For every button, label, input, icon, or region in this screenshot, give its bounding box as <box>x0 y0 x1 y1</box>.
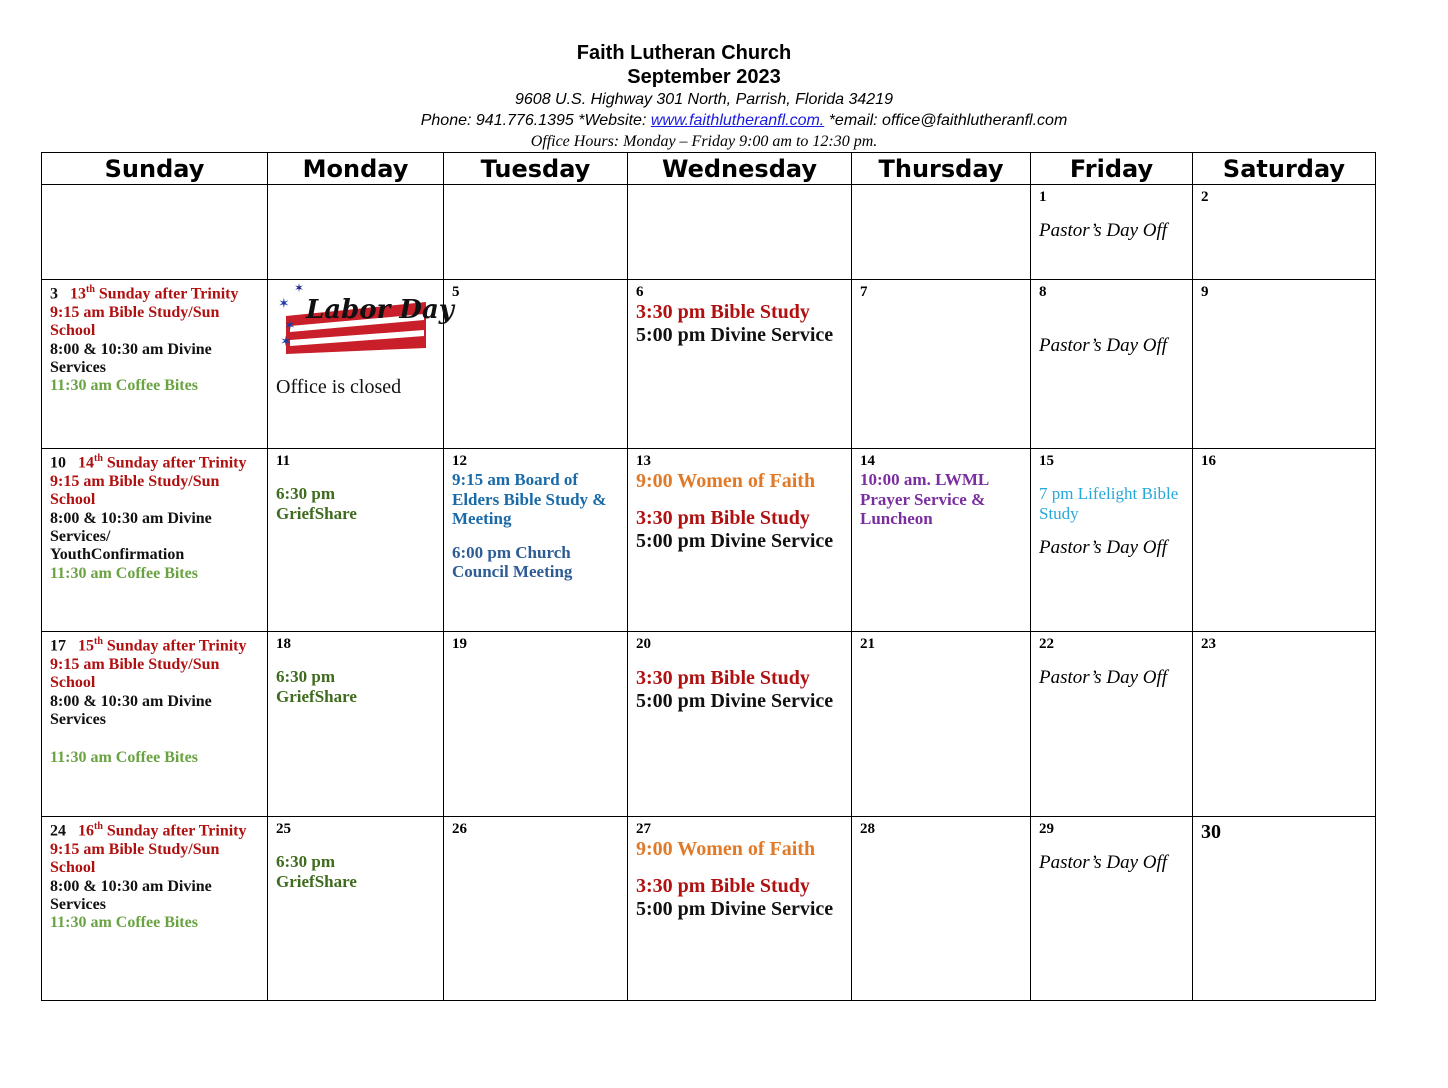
day-cell <box>628 449 852 632</box>
griefshare-time: 6:30 pm <box>276 484 336 503</box>
sunday-title: 17 15th Sunday after Trinity <box>50 636 247 655</box>
divine-services-event: 8:00 & 10:30 am Divine Services <box>50 877 212 913</box>
day-cell <box>1193 280 1376 449</box>
day-number: 11 <box>276 453 291 469</box>
bible-study-event: 3:30 pm Bible Study <box>636 507 810 529</box>
day-number: 29 <box>1039 821 1054 837</box>
labor-day-logo <box>276 281 454 358</box>
day-number: 28 <box>860 821 875 837</box>
day-cell <box>1031 817 1193 1001</box>
website-link[interactable]: www.faithlutheranfl.com. <box>650 112 825 129</box>
day-number: 16 <box>1201 453 1216 469</box>
svg-text:✶: ✶ <box>280 334 292 350</box>
day-number: 23 <box>1201 636 1216 652</box>
day-cell <box>628 632 852 817</box>
church-council-event: 6:00 pm Church Council Meeting <box>452 542 573 582</box>
sunday-title: 10 14th Sunday after Trinity <box>50 453 247 472</box>
day-number: 5 <box>452 284 460 300</box>
coffee-bites-event: 11:30 am Coffee Bites <box>50 564 198 582</box>
day-cell <box>444 632 628 817</box>
empty-day-cell <box>42 185 268 280</box>
day-cell <box>1031 280 1193 449</box>
bible-study-event: 3:30 pm Bible Study <box>636 667 810 689</box>
day-cell <box>42 632 268 817</box>
week-row <box>42 449 1376 632</box>
pastor-day-off: Pastor’s Day Off <box>1039 537 1168 559</box>
day-number: 2 <box>1201 189 1209 205</box>
griefshare-time: 6:30 pm <box>276 852 336 871</box>
griefshare-event: GriefShare <box>276 503 357 523</box>
day-cell <box>268 280 454 449</box>
day-number: 13 <box>636 453 651 469</box>
church-name: Faith Lutheran Church <box>576 42 792 64</box>
divine-service-event: 5:00 pm Divine Service <box>636 690 834 712</box>
week-row <box>42 632 1376 817</box>
bible-study-event: 9:15 am Bible Study/Sun School <box>50 303 220 340</box>
day-cell <box>42 280 268 449</box>
day-number: 12 <box>452 453 467 469</box>
day-cell <box>1193 632 1376 817</box>
day-number: 18 <box>276 636 291 652</box>
day-cell <box>268 632 444 817</box>
pastor-day-off: Pastor’s Day Off <box>1039 667 1168 688</box>
griefshare-time: 6:30 pm <box>276 667 336 686</box>
day-cell <box>1193 185 1376 280</box>
day-cell <box>1031 185 1193 280</box>
divine-service-event: 5:00 pm Divine Service <box>636 530 834 552</box>
bible-study-event: 3:30 pm Bible Study <box>636 875 810 897</box>
coffee-bites-event: 11:30 am Coffee Bites <box>50 749 198 767</box>
office-closed: Office is closed <box>276 376 402 398</box>
day-cell <box>268 449 444 632</box>
youth-confirmation-event: YouthConfirmation <box>50 546 185 564</box>
day-cell <box>42 817 268 1001</box>
weekday-friday: Friday <box>1031 153 1193 185</box>
day-cell <box>852 632 1031 817</box>
sunday-title: 3 13th Sunday after Trinity <box>50 284 239 303</box>
pastor-day-off: Pastor’s Day Off <box>1039 335 1168 356</box>
day-number: 6 <box>636 284 644 300</box>
weekday-thursday: Thursday <box>852 153 1031 185</box>
day-cell <box>1193 449 1376 632</box>
day-cell <box>444 817 628 1001</box>
labor-day-logo-text: Labor Day <box>306 295 454 325</box>
coffee-bites-event: 11:30 am Coffee Bites <box>50 914 198 932</box>
day-cell <box>628 280 852 449</box>
day-cell <box>628 817 852 1001</box>
day-cell <box>444 449 628 632</box>
day-number: 15 <box>1039 453 1054 469</box>
bible-study-event: 9:15 am Bible Study/Sun School <box>50 472 220 509</box>
day-number: 7 <box>860 284 868 300</box>
bible-study-event: 9:15 am Bible Study/Sun School <box>50 840 220 877</box>
week-row <box>42 185 1376 280</box>
day-number: 26 <box>452 821 467 837</box>
griefshare-event: GriefShare <box>276 686 357 706</box>
board-of-elders-event: 9:15 am Board of Elders Bible Study & Meeting <box>452 470 607 529</box>
divine-service-event: 5:00 pm Divine Service <box>636 324 834 346</box>
weekday-saturday: Saturday <box>1193 153 1376 185</box>
women-of-faith-event: 9:00 Women of Faith <box>636 470 816 492</box>
day-cell <box>1193 817 1376 1001</box>
day-cell <box>1031 632 1193 817</box>
griefshare-event: GriefShare <box>276 871 357 891</box>
coffee-bites-event: 11:30 am Coffee Bites <box>50 377 198 395</box>
day-cell <box>852 449 1031 632</box>
day-number: 20 <box>636 636 651 652</box>
pastor-day-off: Pastor’s Day Off <box>1039 220 1168 241</box>
day-cell <box>852 817 1031 1001</box>
weekday-sunday: Sunday <box>42 153 268 185</box>
svg-text:✶: ✶ <box>294 281 305 295</box>
empty-day-cell <box>628 185 852 280</box>
office-hours: Office Hours: Monday – Friday 9:00 am to 12:30 pm. <box>530 133 878 150</box>
divine-services-event: 8:00 & 10:30 am Divine Services/ <box>50 509 212 545</box>
divine-services-event: 8:00 & 10:30 am Divine Services <box>50 692 212 728</box>
svg-text:✶: ✶ <box>284 318 296 334</box>
empty-day-cell <box>444 185 628 280</box>
lwml-event: 10:00 am. LWML Prayer Service & Luncheon <box>860 470 989 529</box>
weekday-header-row <box>42 153 1376 185</box>
church-address: 9608 U.S. Highway 301 North, Parrish, Florida 34219 <box>515 91 893 108</box>
week-row <box>42 817 1376 1001</box>
svg-text:✶: ✶ <box>278 296 290 312</box>
bible-study-event: 9:15 am Bible Study/Sun School <box>50 655 220 692</box>
divine-services-event: 8:00 & 10:30 am Divine Services <box>50 340 212 376</box>
day-number: 27 <box>636 821 651 837</box>
sunday-title: 24 16th Sunday after Trinity <box>50 821 247 840</box>
day-number: 21 <box>860 636 875 652</box>
lifelight-event: 7 pm Lifelight Bible Study <box>1039 484 1179 523</box>
divine-service-event: 5:00 pm Divine Service <box>636 898 834 920</box>
day-number: 25 <box>276 821 291 837</box>
weekday-monday: Monday <box>268 153 444 185</box>
day-cell <box>852 280 1031 449</box>
day-number: 30 <box>1201 821 1221 843</box>
day-number: 1 <box>1039 189 1047 205</box>
week-row <box>42 280 1376 449</box>
email-text: *email: office@faithlutheranfl.com <box>824 112 1068 129</box>
day-number: 9 <box>1201 284 1209 300</box>
bible-study-event: 3:30 pm Bible Study <box>636 301 810 323</box>
day-cell <box>444 280 628 449</box>
calendar-grid <box>41 152 1376 1001</box>
day-number: 8 <box>1039 284 1047 300</box>
women-of-faith-event: 9:00 Women of Faith <box>636 838 816 860</box>
empty-day-cell <box>268 185 444 280</box>
calendar-month: September 2023 <box>627 66 781 88</box>
pastor-day-off: Pastor’s Day Off <box>1039 852 1168 873</box>
phone-text: Phone: 941.776.1395 *Website: <box>420 112 651 129</box>
empty-day-cell <box>852 185 1031 280</box>
contact-line <box>40 112 1448 130</box>
day-cell <box>268 817 444 1001</box>
day-number: 19 <box>452 636 467 652</box>
weekday-wednesday: Wednesday <box>628 153 852 185</box>
day-cell <box>42 449 268 632</box>
day-number: 22 <box>1039 636 1054 652</box>
day-cell <box>1031 449 1193 632</box>
day-number: 14 <box>860 453 875 469</box>
weekday-tuesday: Tuesday <box>444 153 628 185</box>
